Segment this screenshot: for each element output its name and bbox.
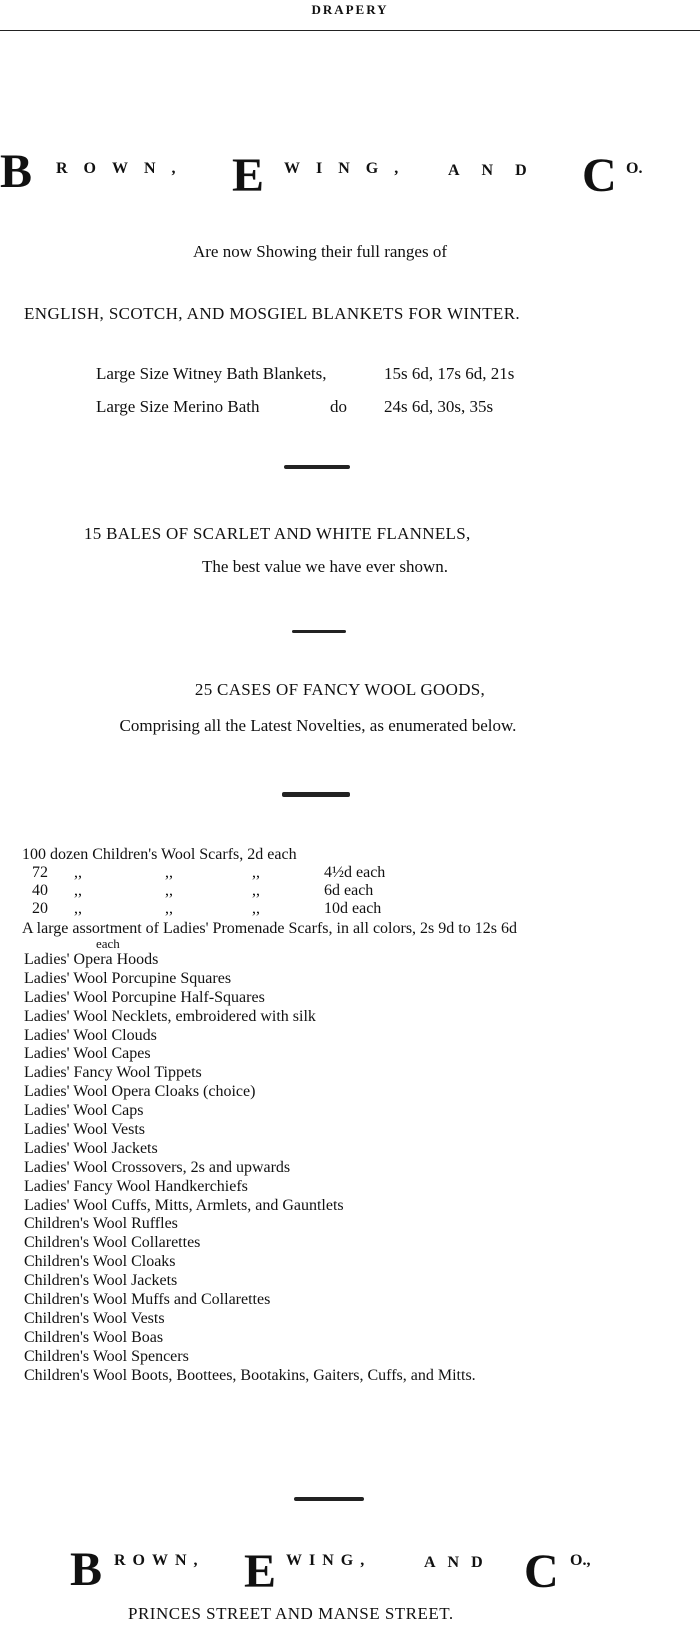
firm-c-initial: C	[582, 149, 617, 202]
list-item: Ladies' Wool Caps	[24, 1102, 144, 1120]
ditto-mark: do	[330, 397, 347, 416]
flannels-heading: 15 BALES OF SCARLET AND WHITE FLANNELS,	[84, 524, 471, 543]
blanket-line-witney	[96, 364, 327, 384]
list-item: Ladies' Fancy Wool Tippets	[24, 1064, 202, 1082]
blanket-item: Large Size Merino Bath	[96, 397, 260, 416]
firm-e-rest: WING,	[286, 1552, 372, 1569]
wool-goods-sub: Comprising all the Latest Novelties, as enumerated below.	[119, 716, 517, 735]
flannels-sub: The best value we have ever shown.	[202, 557, 448, 576]
scarfs-price: 6d each	[324, 882, 374, 899]
list-item: Children's Wool Spencers	[24, 1347, 189, 1365]
firm-name-top	[0, 145, 33, 198]
list-item: Ladies' Wool Cuffs, Mitts, Armlets, and Gauntlets	[24, 1196, 344, 1214]
address: PRINCES STREET AND MANSE STREET.	[128, 1604, 454, 1623]
page-header: DRAPERY	[311, 2, 389, 17]
scarfs-qty: 72	[32, 864, 48, 881]
list-item: Children's Wool Collarettes	[24, 1234, 201, 1252]
scarfs-row	[32, 882, 385, 900]
list-item: Ladies' Wool Porcupine Squares	[24, 969, 232, 987]
scarfs-row	[32, 864, 385, 882]
ditto-mark: ,,	[252, 900, 260, 917]
section-divider	[284, 465, 350, 469]
list-item: Children's Wool Ruffles	[24, 1215, 178, 1233]
firm-b-initial: B	[70, 1543, 103, 1596]
list-item: Children's Wool Muffs and Collarettes	[24, 1291, 271, 1309]
scarfs-price: 10d each	[324, 900, 382, 917]
list-item: Children's Wool Cloaks	[24, 1253, 176, 1271]
list-item: Ladies' Wool Porcupine Half-Squares	[24, 988, 265, 1006]
section-divider	[282, 792, 350, 797]
ditto-mark: ,,	[74, 864, 82, 881]
ditto-mark: ,,	[165, 900, 173, 917]
firm-b-rest: ROWN,	[56, 160, 192, 177]
section-divider	[294, 1497, 364, 1501]
promenade-each: each	[96, 936, 120, 951]
firm-and: AND	[448, 162, 549, 179]
list-item: Ladies' Wool Jackets	[24, 1139, 158, 1157]
scarfs-qty: 20	[32, 900, 48, 917]
header-rule	[0, 30, 700, 31]
firm-c-initial: C	[524, 1545, 559, 1598]
ditto-mark: ,,	[165, 864, 173, 881]
list-item: Ladies' Wool Necklets, embroidered with silk	[24, 1007, 316, 1025]
wool-items-list	[24, 951, 476, 1385]
promenade-line: A large assortment of Ladies' Promenade Scarfs, in all colors, 2s 9d to 12s 6d	[22, 920, 517, 937]
list-item: Ladies' Wool Crossovers, 2s and upwards	[24, 1158, 291, 1176]
firm-and: AND	[424, 1554, 495, 1571]
ditto-mark: ,,	[74, 882, 82, 899]
scarfs-qty: 40	[32, 882, 48, 899]
firm-b-rest: ROWN,	[114, 1552, 205, 1569]
list-item: Children's Wool Vests	[24, 1309, 165, 1327]
ditto-mark: ,,	[74, 900, 82, 917]
ditto-mark: ,,	[252, 882, 260, 899]
wool-goods-heading: 25 CASES OF FANCY WOOL GOODS,	[194, 680, 486, 699]
blankets-heading: ENGLISH, SCOTCH, AND MOSGIEL BLANKETS FOR WINTER.	[24, 304, 521, 323]
list-item: Children's Wool Jackets	[24, 1272, 178, 1290]
list-item: Children's Wool Boas	[24, 1328, 164, 1346]
list-item: Ladies' Opera Hoods	[24, 951, 159, 968]
list-item: Ladies' Wool Opera Cloaks (choice)	[24, 1083, 256, 1101]
section-divider	[292, 630, 346, 633]
list-item: Ladies' Fancy Wool Handkerchiefs	[24, 1177, 248, 1195]
firm-b-initial: B	[0, 145, 33, 198]
scarfs-ditto-table	[32, 864, 385, 918]
ditto-mark: ,,	[252, 864, 260, 881]
firm-e-initial: E	[232, 149, 265, 202]
firm-e-rest: WING,	[284, 160, 415, 177]
ditto-mark: ,,	[165, 882, 173, 899]
intro-text: Are now Showing their full ranges of	[192, 242, 447, 261]
scarfs-first-line: 100 dozen Children's Wool Scarfs, 2d each	[22, 846, 297, 863]
blanket-prices: 15s 6d, 17s 6d, 21s	[384, 364, 515, 383]
blanket-prices: 24s 6d, 30s, 35s	[384, 397, 494, 416]
firm-c-rest: O.,	[570, 1552, 591, 1569]
scarfs-row	[32, 900, 385, 918]
blanket-item: Large Size Witney Bath Blankets,	[96, 364, 327, 383]
list-item: Ladies' Wool Clouds	[24, 1026, 157, 1044]
scarfs-price: 4½d each	[324, 864, 386, 881]
list-item: Children's Wool Boots, Boottees, Bootakins, Gaiters, Cuffs, and Mitts.	[24, 1366, 476, 1384]
list-item: Ladies' Wool Capes	[24, 1045, 151, 1063]
firm-e-initial: E	[244, 1545, 277, 1598]
list-item: Ladies' Wool Vests	[24, 1121, 145, 1139]
firm-c-rest: O.	[626, 160, 643, 177]
